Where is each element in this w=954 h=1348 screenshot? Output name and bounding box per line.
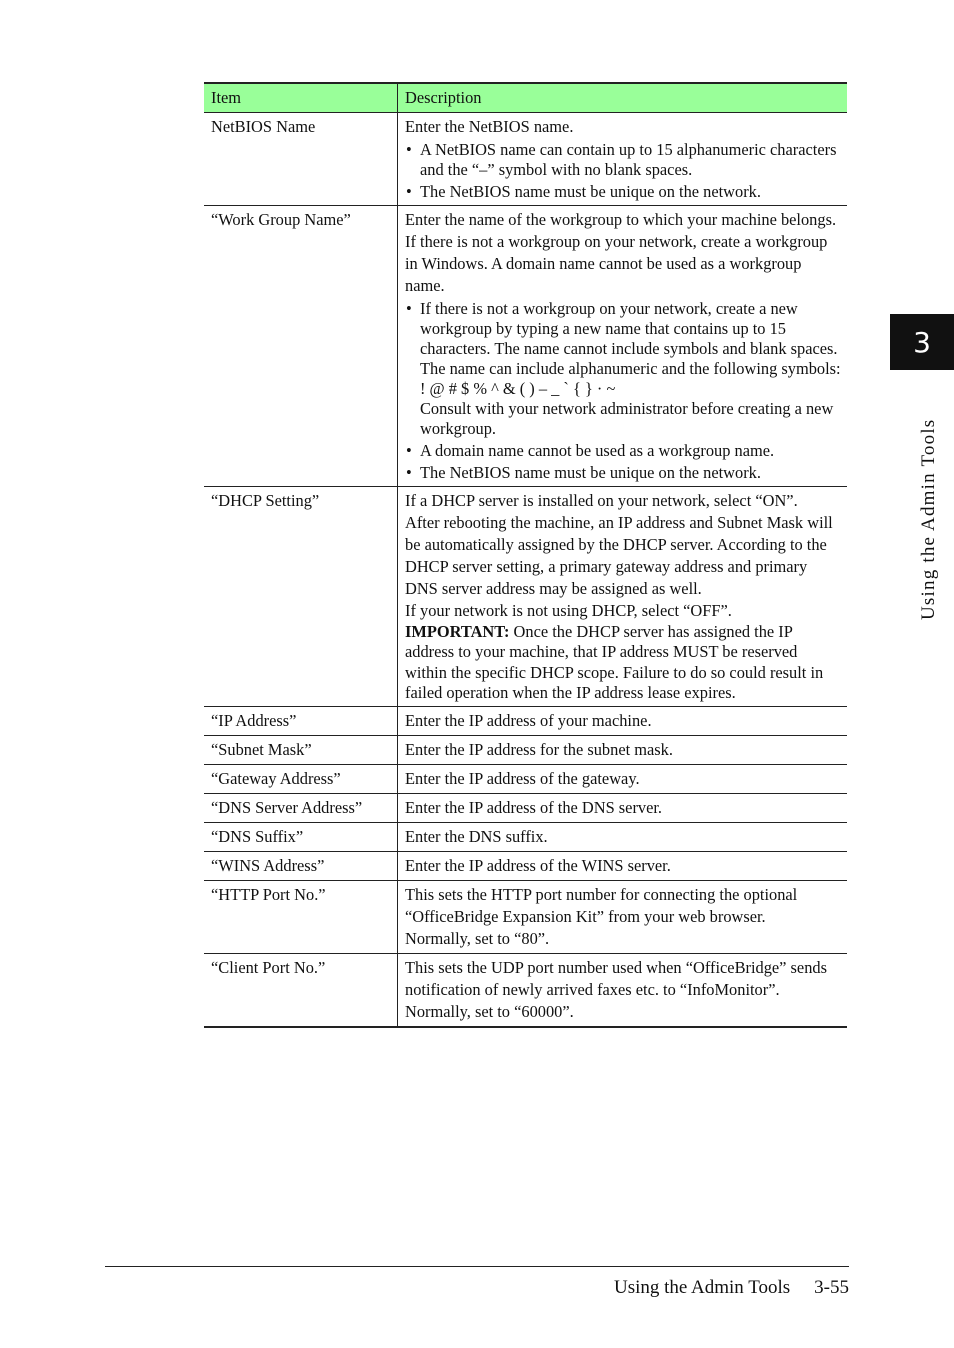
- table-header-row: [204, 83, 847, 113]
- item-cell: NetBIOS Name: [204, 113, 398, 206]
- description-cell: [398, 823, 848, 852]
- description-paragraph: This sets the UDP port number used when “OfficeBridge” sends notification of newly arrived faxes etc. to “InfoMonitor”.: [405, 958, 827, 1000]
- table-row: [204, 881, 847, 954]
- description-paragraph: Enter the IP address of your machine.: [405, 711, 652, 731]
- item-cell: “Gateway Address”: [204, 765, 398, 794]
- bullet-list: [405, 299, 841, 483]
- description-paragraph: Enter the DNS suffix.: [405, 827, 548, 847]
- bullet-item: [405, 441, 841, 461]
- bullet-item: [405, 299, 841, 439]
- bullet-text: The NetBIOS name must be unique on the network.: [420, 182, 761, 201]
- description-cell: [398, 794, 848, 823]
- description-paragraph: After rebooting the machine, an IP address and Subnet Mask will be automatically assigned by the DHCP server. According to the DHCP server setting, a primary gateway address and primary DNS server address may be assigned as well.: [405, 513, 833, 598]
- bullet-item: [405, 140, 841, 180]
- table-row: [204, 794, 847, 823]
- bullet-text: A NetBIOS name can contain up to 15 alphanumeric characters and the “–” symbol with no blank spaces.: [420, 140, 837, 179]
- item-cell: “Client Port No.”: [204, 954, 398, 1028]
- description-cell: [398, 954, 848, 1028]
- table-row: [204, 765, 847, 794]
- bullet-note: Consult with your network administrator before creating a new workgroup.: [420, 399, 834, 438]
- item-cell: “IP Address”: [204, 707, 398, 736]
- description-paragraph: Normally, set to “60000”.: [405, 1002, 574, 1022]
- item-cell: “DNS Server Address”: [204, 794, 398, 823]
- description-cell: [398, 736, 848, 765]
- table-row: [204, 113, 847, 206]
- item-cell: “WINS Address”: [204, 852, 398, 881]
- description-paragraph: If a DHCP server is installed on your network, select “ON”.: [405, 491, 798, 510]
- chapter-tab: 3: [890, 314, 954, 370]
- description-cell: [398, 113, 848, 206]
- description-paragraph: Enter the IP address of the gateway.: [405, 769, 640, 789]
- important-label: IMPORTANT:: [405, 622, 510, 641]
- table-row: [204, 487, 847, 707]
- important-text: Once the DHCP server has assigned the IP address to your machine, that IP address MUST be reserved within the specific DHCP scope. Failure to do so could result in failed operation when the IP address lease expires.: [405, 622, 824, 702]
- description-paragraph: Enter the NetBIOS name.: [405, 117, 574, 136]
- page-number: 3-55: [814, 1277, 849, 1298]
- table-row: [204, 852, 847, 881]
- table-row: [204, 823, 847, 852]
- table-row: [204, 736, 847, 765]
- description-paragraph: This sets the HTTP port number for connecting the optional “OfficeBridge Expansion Kit” from your web browser.: [405, 885, 798, 927]
- table-body: [204, 113, 847, 1028]
- bullet-text: The NetBIOS name must be unique on the network.: [420, 463, 761, 482]
- item-cell: “HTTP Port No.”: [204, 881, 398, 954]
- footer-divider: [105, 1266, 849, 1267]
- bullet-text: A domain name cannot be used as a workgroup name.: [420, 441, 775, 460]
- description-paragraph: Normally, set to “80”.: [405, 929, 550, 949]
- important-note: [405, 622, 841, 703]
- table-row: [204, 954, 847, 1028]
- table-row: [204, 206, 847, 487]
- table-row: [204, 707, 847, 736]
- item-cell: “DHCP Setting”: [204, 487, 398, 707]
- description-paragraph: If there is not a workgroup on your network, create a workgroup in Windows. A domain name cannot be used as a workgroup name.: [405, 232, 828, 295]
- bullet-list: [405, 140, 841, 202]
- bullet-item: [405, 182, 841, 202]
- bullet-text: If there is not a workgroup on your network, create a new workgroup by typing a new name that contains up to 15 characters. The name cannot include symbols and blank spaces. The name can include alphanumeric and the following symbols: ! @ # $ % ^ & ( ) – _ ` { } · ~: [420, 299, 841, 398]
- description-paragraph: If your network is not using DHCP, select “OFF”.: [405, 601, 732, 620]
- description-cell: [398, 487, 848, 707]
- description-cell: [398, 206, 848, 487]
- description-paragraph: Enter the IP address of the WINS server.: [405, 856, 671, 876]
- item-cell: “DNS Suffix”: [204, 823, 398, 852]
- description-paragraph: Enter the IP address of the DNS server.: [405, 798, 663, 818]
- description-paragraph: Enter the IP address for the subnet mask.: [405, 740, 673, 760]
- item-cell: “Work Group Name”: [204, 206, 398, 487]
- footer-title: Using the Admin Tools: [613, 1277, 791, 1298]
- page-footer: [614, 1277, 849, 1299]
- description-cell: [398, 881, 848, 954]
- description-cell: [398, 765, 848, 794]
- item-cell: “Subnet Mask”: [204, 736, 398, 765]
- description-paragraph: Enter the name of the workgroup to which your machine belongs.: [405, 210, 837, 229]
- bullet-item: [405, 463, 841, 483]
- description-cell: [398, 707, 848, 736]
- header-item: Item: [204, 83, 398, 113]
- settings-table: [204, 82, 847, 1028]
- side-chapter-label: Using the Admin Tools: [918, 418, 939, 620]
- description-cell: [398, 852, 848, 881]
- header-description: Description: [398, 83, 848, 113]
